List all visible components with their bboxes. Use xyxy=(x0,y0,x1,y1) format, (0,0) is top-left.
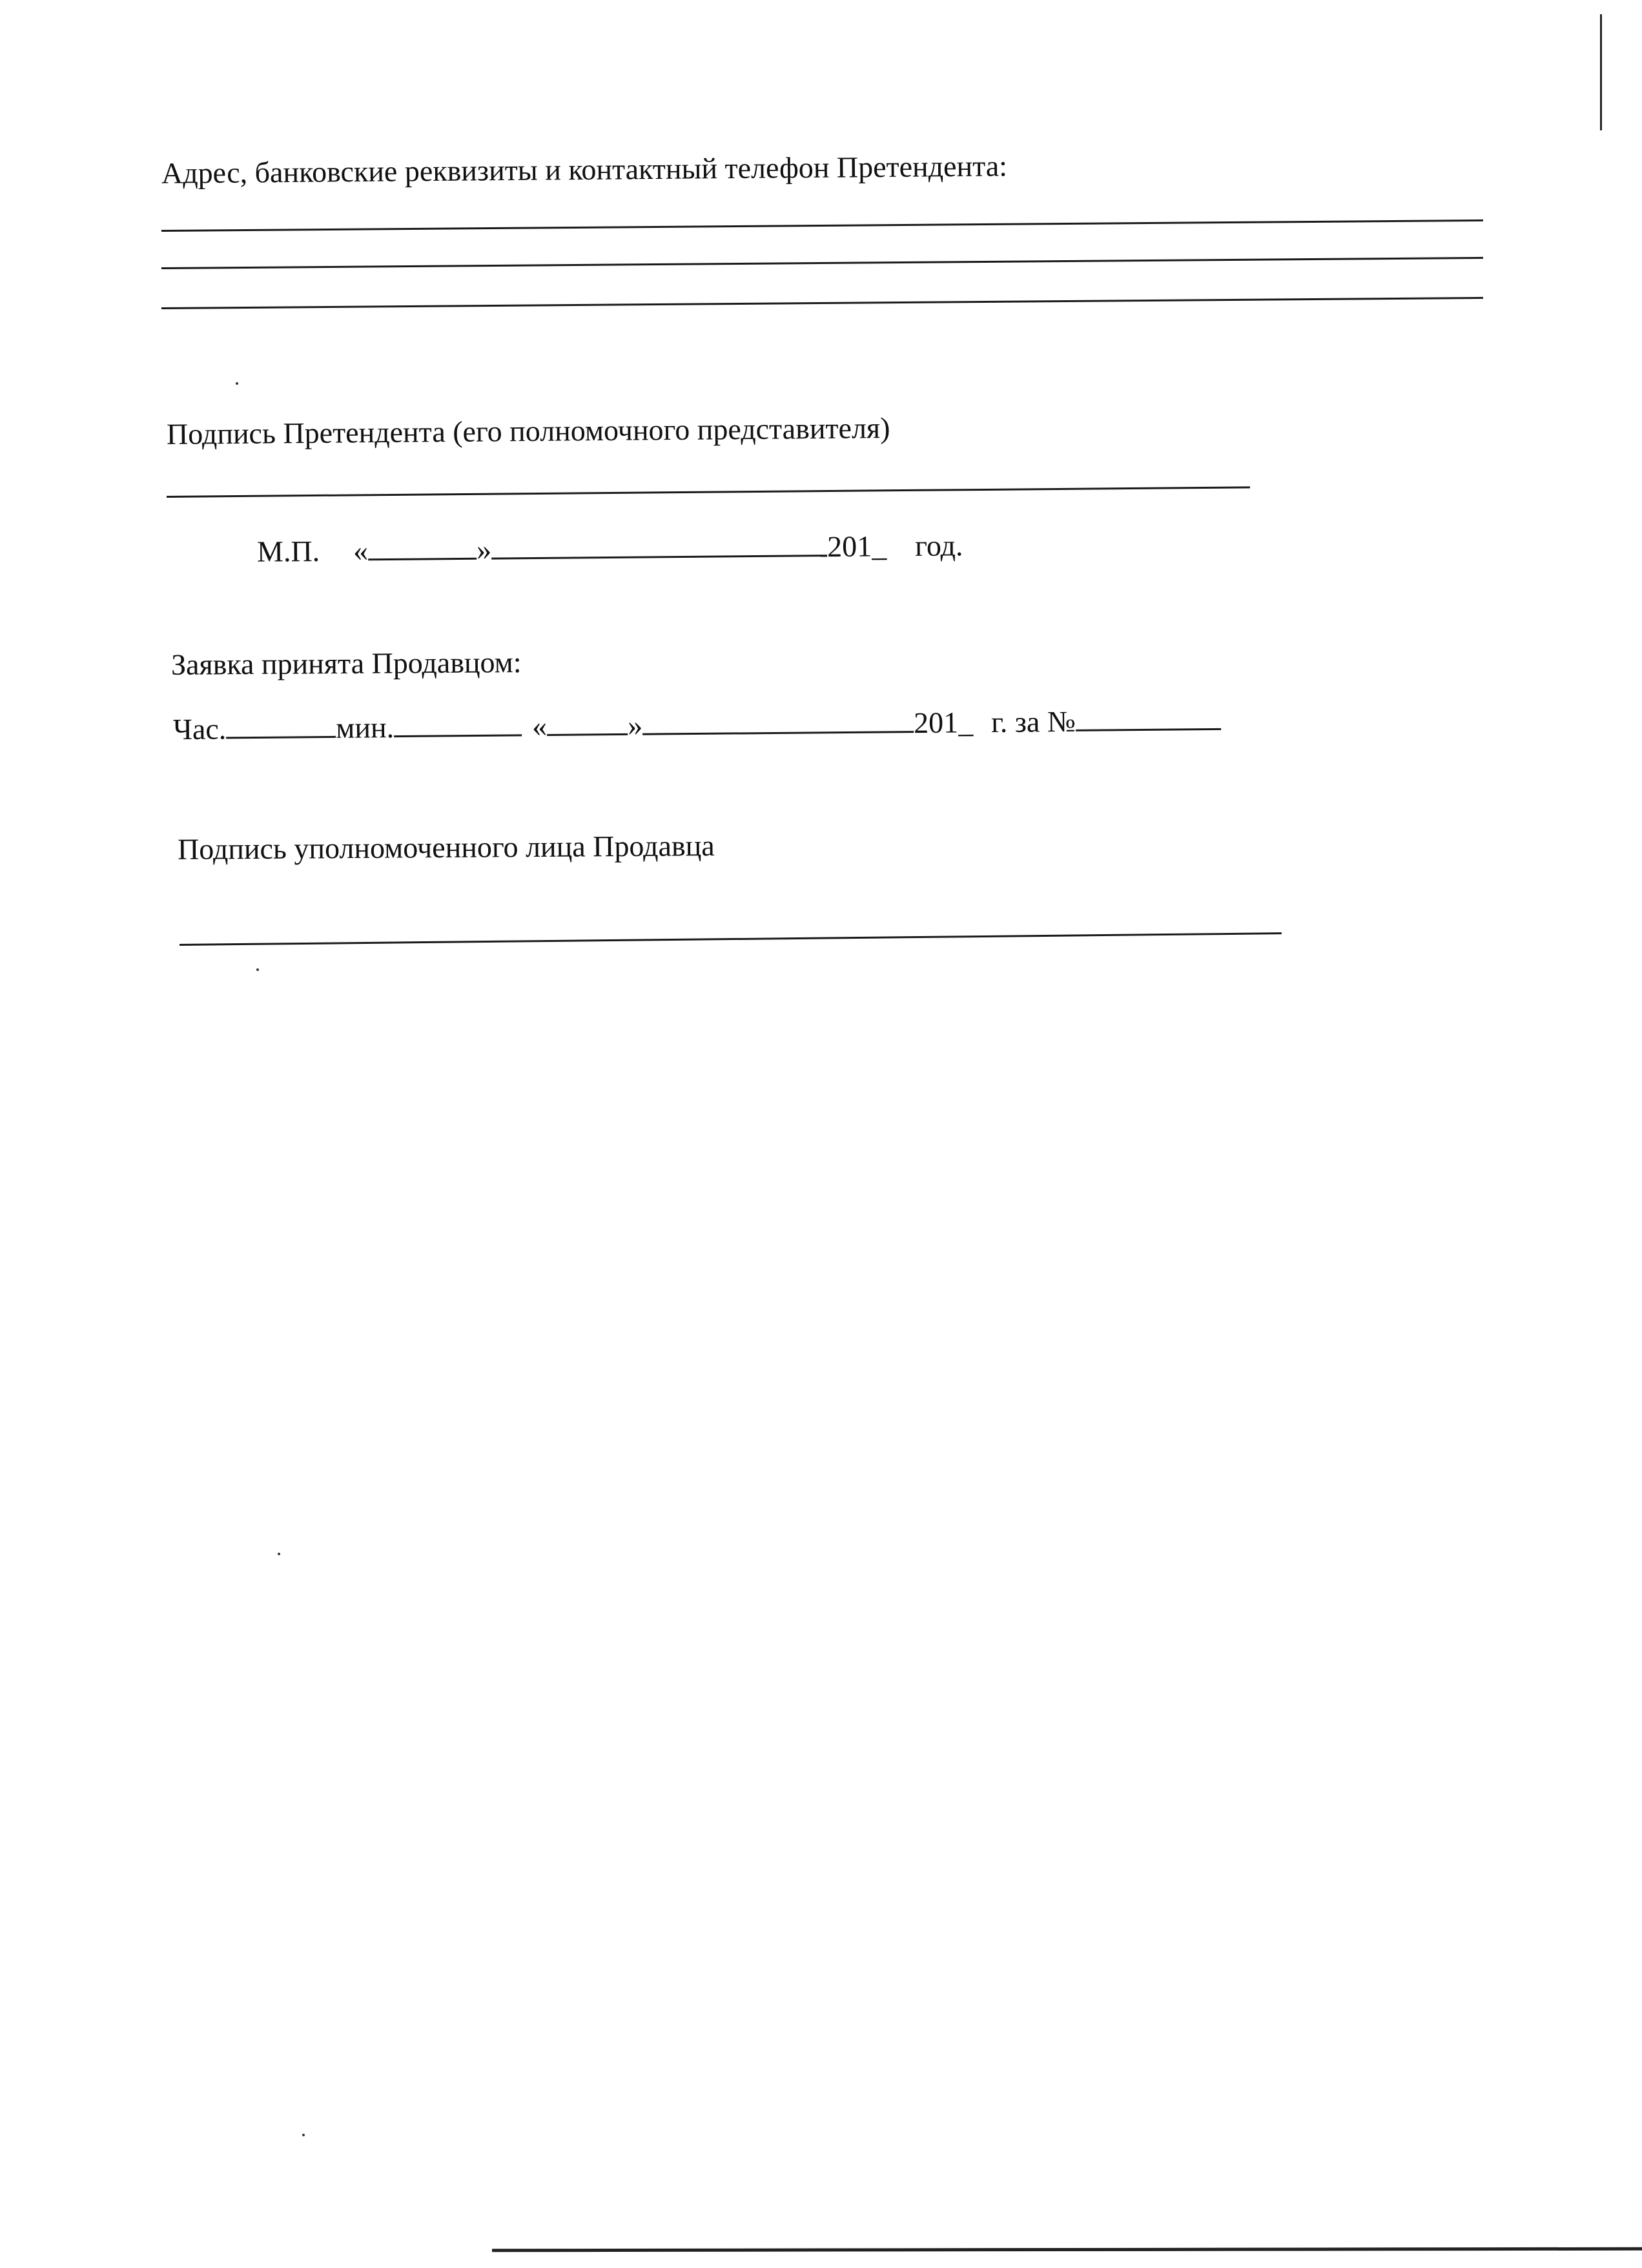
date-open-quote: « xyxy=(353,534,369,567)
seller-time-row xyxy=(173,702,1221,744)
seller-signature-line xyxy=(180,932,1282,946)
minute-label: мин. xyxy=(336,711,395,744)
year-prefix: 201_ xyxy=(826,529,887,564)
seller-date-close-quote: » xyxy=(627,708,643,742)
hour-label: Час. xyxy=(172,712,227,746)
scan-speck xyxy=(236,382,238,385)
scan-speck xyxy=(278,1553,280,1555)
scan-speck xyxy=(302,2134,305,2136)
scan-edge-bottom xyxy=(492,2247,1642,2252)
year-word: год. xyxy=(914,529,963,562)
day-blank xyxy=(368,532,477,560)
seller-year-prefix: 201_ xyxy=(913,706,974,740)
hour-blank xyxy=(226,710,336,739)
seller-signature-label: Подпись уполномоченного лица Продавца xyxy=(177,829,715,866)
seal-label: М.П. xyxy=(256,534,320,568)
seller-day-blank xyxy=(547,708,628,736)
scan-edge-right xyxy=(1600,14,1602,130)
seller-year-suffix: г. за № xyxy=(990,704,1076,739)
address-line-2 xyxy=(161,257,1483,269)
minute-blank xyxy=(394,708,522,737)
applicant-date-row xyxy=(257,527,963,567)
scan-speck xyxy=(256,968,259,971)
applicant-signature-line xyxy=(167,486,1250,498)
address-line-3 xyxy=(161,297,1483,309)
applicant-signature-label: Подпись Претендента (его полномочного представителя) xyxy=(166,411,890,451)
seller-date-open-quote: « xyxy=(531,710,548,743)
registration-number-blank xyxy=(1075,702,1220,731)
address-heading: Адрес, банковские реквизиты и контактный телефон Претендента: xyxy=(161,149,1008,190)
seller-month-blank xyxy=(642,705,914,735)
seller-accepted-label: Заявка принята Продавцом: xyxy=(170,646,522,681)
month-blank xyxy=(491,529,827,560)
date-close-quote: » xyxy=(476,533,492,566)
address-line-1 xyxy=(161,220,1483,232)
